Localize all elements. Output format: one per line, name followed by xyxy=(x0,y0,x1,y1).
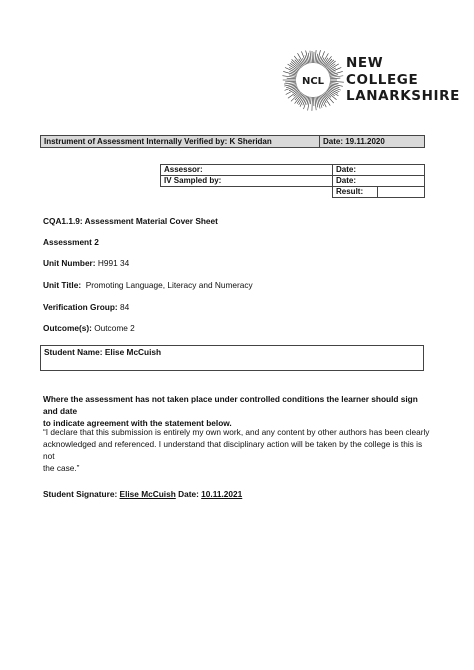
signature-value: Elise McCuish xyxy=(119,489,176,499)
unit-number-label: Unit Number: xyxy=(43,258,96,268)
declaration-text xyxy=(43,426,433,474)
verification-row xyxy=(43,302,129,312)
outcome-label: Outcome(s): xyxy=(43,323,92,333)
signature-label: Student Signature: xyxy=(43,489,118,499)
logo-line-3: LANARKSHIRE xyxy=(346,88,460,104)
verification-value: 84 xyxy=(120,302,130,312)
cover-sheet-title: CQA1.1.9: Assessment Material Cover Sheet xyxy=(43,216,218,226)
declaration-line-2: acknowledged and referenced. I understand that disciplinary action will be taken by the college is this is not xyxy=(43,439,423,461)
unit-number-row xyxy=(43,258,129,268)
assessment-heading: Assessment 2 xyxy=(43,237,99,247)
iv-sampled-date-label: Date: xyxy=(333,176,425,187)
verification-label: Verification Group: xyxy=(43,302,118,312)
signature-row xyxy=(43,489,242,499)
internal-verification-table xyxy=(40,135,425,148)
unit-number-value: H991 34 xyxy=(97,258,130,268)
unit-title-value: Promoting Language, Literacy and Numeracy xyxy=(85,280,253,290)
logo-badge-text: NCL xyxy=(301,76,325,87)
student-name-box: Student Name: Elise McCuish xyxy=(40,345,424,371)
instruction-line-2: to indicate agreement with the statement below. xyxy=(43,418,232,428)
result-label: Result: xyxy=(333,187,378,198)
outcome-row xyxy=(43,323,135,333)
iv-verified-by-cell: Instrument of Assessment Internally Verified by: K Sheridan xyxy=(41,136,320,148)
instruction-line-1: Where the assessment has not taken place under controlled conditions the learner should sign and date xyxy=(43,394,418,416)
declaration-line-1: “I declare that this submission is entirely my own work, and any content by other authors has been clearly xyxy=(43,427,430,437)
logo-line-2: COLLEGE xyxy=(346,71,419,88)
assessor-table xyxy=(160,164,425,198)
assessor-date-label: Date: xyxy=(333,165,425,176)
ncl-logo-icon xyxy=(280,47,346,113)
iv-date-cell: Date: 19.11.2020 xyxy=(320,136,425,148)
signature-date-label: Date: xyxy=(178,489,199,499)
result-value-cell xyxy=(378,187,425,198)
declaration-line-3: the case.” xyxy=(43,463,80,473)
college-name xyxy=(346,55,466,105)
signature-date-value: 10.11.2021 xyxy=(201,489,243,499)
blank-cell xyxy=(161,187,333,198)
assessor-label: Assessor: xyxy=(161,165,333,176)
logo-line-1: NEW xyxy=(346,55,384,71)
outcome-value: Outcome 2 xyxy=(94,323,135,333)
instruction-text xyxy=(43,393,433,429)
unit-title-row xyxy=(43,280,253,290)
iv-sampled-label: IV Sampled by: xyxy=(161,176,333,187)
unit-title-label: Unit Title: xyxy=(43,280,82,290)
